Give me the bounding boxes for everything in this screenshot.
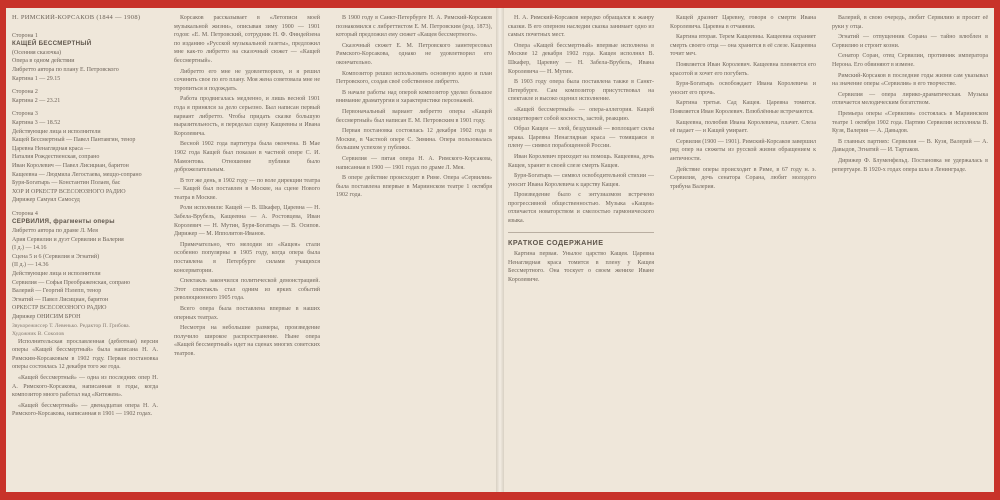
paragraph: Композитор решил использовать основную идею и план Петровского, создав своё собственное либретто. — [336, 70, 492, 86]
paragraph: Кащеевна, полюбив Ивана Королевича, плачет. Слеза её падает — и Кащей умирает. — [670, 119, 816, 135]
listing-line: Сторона 1 — [12, 32, 38, 39]
listing-line: ОРКЕСТР ВСЕСОЮЗНОГО РАДИО — [12, 305, 107, 312]
left-column-2 — [174, 14, 320, 486]
paragraph: Картина вторая. Терем Кащеевны. Кащеевна охраняет смерть своего отца — она хранится в её слезе. Кащеевна точит меч. — [670, 34, 816, 58]
composer-header: Н. РИМСКИЙ-КОРСАКОВ (1844 — 1908) — [12, 14, 141, 21]
essay-text — [174, 14, 320, 359]
listing-line: (Осенняя сказочка) — [12, 49, 62, 56]
work-title: СЕРВИЛИЯ, фрагменты оперы — [12, 218, 115, 226]
listing-line: Царевна Ненаглядная краса — — [12, 145, 91, 152]
paragraph: Премьера оперы «Сервилия» состоялась в Мариинском театре 1 октября 1902 года. Партию Сервилии исполняла В. Кузя, Валерия — А. Давыдов. — [832, 110, 988, 135]
divider — [508, 232, 654, 233]
listing-line: Буря-Богатырь — Константин Полаев, бас — [12, 180, 121, 187]
paragraph: Н. А. Римский-Корсаков нередко обращался к жанру сказки. В его оперном наследии сказка занимает одно из самых почетных мест. — [508, 15, 654, 39]
paragraph: В 1900 году в Санкт-Петербурге Н. А. Римский-Корсаков познакомился с либреттистом Е. М. Петровским (род. 1873), который предложил ему сюжет «Кащея бессмертного». — [336, 15, 492, 39]
listing-line: Валерий — Георгий Нэлепп, тенор — [12, 288, 102, 295]
red-border-left — [0, 0, 6, 500]
paragraph: Первоначальный вариант либретто оперы «Кащей бессмертный» был написан Е. М. Петровским в 1901 году. — [336, 108, 492, 124]
essay-text — [508, 14, 654, 226]
listing-line: Наталия Рождественская, сопрано — [12, 154, 100, 161]
paragraph: Эгнатий — отпущенник Сорана — тайно влюблен в Сервилию и строит козни. — [832, 34, 988, 49]
paragraph: В начале работы над оперой композитор уделял большое внимание драматургии и характеристике персонажей. — [336, 89, 492, 105]
paragraph: Сказочный сюжет Е. М. Петровского заинтересовал Римского-Корсакова, однако не удовлетворил его окончательно. — [336, 42, 492, 66]
paragraph: Роли исполнили: Кащей — В. Шкафер, Царевна — Н. Забела-Врубель, Кащеевна — А. Ростовцева, Иван Королевич — Н. Мутин, Буря-Богатырь — В. Осипов. Дирижер — М. Ипполитов-Иванов. — [174, 205, 320, 238]
paragraph: Действие оперы происходит в Риме, в 67 году н. э. Сервилия, дочь сенатора Сорана, любит молодого трибуна Валерия. — [670, 166, 816, 190]
listing-line: Действующие лица и исполнители — [12, 271, 101, 278]
listing-line: Звукорежиссер Т. Левенько. Редактор П. Грибова. — [12, 322, 131, 329]
paragraph: Исполнительская прославленная (дебютная) версия оперы «Кащей бессмертный» была написана Н. А. Римским-Корсаковым в 1902 году. Первая постановка оперы состоялась 12 декабря того же года. — [12, 338, 158, 371]
synopsis-text: Картина первая. Унылое царство Кащея. Царевна Ненаглядная краса томится в плену у Кащея Бессмертного. Она тоскует о своем женихе Иване Королевиче. — [508, 251, 654, 284]
paragraph: Образ Кащея — злой, бездушный — воплощает силы мрака. Царевна Ненаглядная краса — томящаяся в плену — символ порабощенной России. — [508, 126, 654, 150]
left-column-3 — [336, 14, 492, 486]
work-title: КАЩЕЙ БЕССМЕРТНЫЙ — [12, 40, 92, 48]
paragraph: «Кащей бессмертный» — двенадцатая опера Н. А. Римского-Корсакова, написанная в 1901 — 1902 годах. — [12, 402, 158, 418]
synopsis-heading: КРАТКОЕ СОДЕРЖАНИЕ — [508, 237, 604, 247]
paragraph: Буря-Богатырь освобождает Ивана Королевича и уносит его прочь. — [670, 81, 816, 96]
listing-line: Сторона 2 — [12, 89, 38, 96]
paragraph: В тот же день, в 1902 году — по воле дирекции театра — Кащей был поставлен в Москве, на сцене Нового театра в Москве. — [174, 177, 320, 201]
paragraph: Сервилия — опера лирико-драматическая. Музыка отличается мелодическим богатством. — [832, 91, 988, 107]
listing-line: Картина 3 — 18.52 — [12, 119, 61, 126]
left-page — [12, 14, 492, 486]
paragraph: Картина третья. Сад Кащея. Царевна томится. Появляется Иван Королевич. Влюблённые встречаются. — [670, 100, 816, 115]
paragraph: Либретто его мне не удовлетворило, и я решил сочинить свое по его плану. Моя жена советовала мне не торопиться и подождать. — [174, 68, 320, 92]
paragraph: Первая постановка состоялась 12 декабря 1902 года в Москве, в Частной опере С. Зимина. Опера пользовалась большим успехом у публики. — [336, 128, 492, 152]
red-border-bottom — [0, 492, 1000, 500]
listing-line: Картина 2 — 23.21 — [12, 97, 61, 104]
paragraph: «Кащей бессмертный» — одна из последних опер Н. А. Римского-Корсакова, написанная в годы, когда композитор много работал над «Китежем». — [12, 374, 158, 399]
paragraph: Опера «Кащей бессмертный» впервые исполнена в Москве 12 декабря 1902 года. Кащея исполнял В. Шкафер, Царевну — Н. Забела-Врубель, Ивана Королевича — Н. Мутин. — [508, 42, 654, 75]
essay-text — [336, 14, 492, 200]
listing-line: Дирижер ОНИСИМ БРОН — [12, 314, 81, 320]
paragraph: Примечательно, что мелодии из «Кащея» стали особенно популярны в 1905 году, когда опера была поставлена в Петербурге силами учащихся консерватории. — [174, 241, 320, 274]
paragraph: Сервилия (1900 — 1901). Римский-Корсаков завершил ряд опер на сюжеты из русской жизни обращением к античности. — [670, 138, 816, 162]
synopsis-text — [832, 14, 988, 174]
right-column-3 — [832, 14, 988, 486]
paragraph: Произведение было с энтузиазмом встречено прогрессивной общественностью. Музыка «Кащея» отличается новаторством и смелостью гармонического языка. — [508, 192, 654, 225]
red-border-right — [994, 0, 1000, 500]
listing-line: Сторона 4 — [12, 210, 38, 217]
paragraph: В главных партиях: Сервилия — В. Кузя, Валерий — А. Давыдов, Эгнатий — И. Тартаков. — [832, 138, 988, 154]
listing-line: Действующие лица и исполнители — [12, 128, 101, 135]
paragraph: Всего опера была поставлена впервые в наших оперных театрах. — [174, 306, 320, 321]
listing-line: ХОР И ОРКЕСТР ВСЕСОЮЗНОГО РАДИО — [12, 188, 126, 195]
listing-line: (II д.) — 14.36 — [12, 262, 49, 269]
red-border-top — [0, 0, 1000, 8]
right-page — [508, 14, 988, 486]
paragraph: Появляется Иван Королевич. Кащеевна пленяется его красотой и хочет его погубить. — [670, 61, 816, 77]
paragraph: В 1903 году опера была поставлена также в Санкт-Петербурге. Сам композитор присутствовал на спектакле и высоко оценил исполнение. — [508, 79, 654, 103]
listing-line: Сцена 5 и 6 (Сервилия и Эгнатий) — [12, 253, 100, 260]
listing-line: Картина 1 — 29.15 — [12, 75, 61, 82]
paragraph: Кащей дразнит Царевну, говоря о смерти Ивана Королевича. Царевна в отчаянии. — [670, 15, 816, 30]
paragraph: Дирижер Ф. Блуменфельд. Постановка не удержалась в репертуаре. В 1920-х годах опера шла в Ленинграде. — [832, 157, 988, 173]
paragraph: Сервилия — пятая опера Н. А. Римского-Корсакова, написанная в 1900 — 1901 годах по драме Л. Мея. — [336, 155, 492, 171]
listing-line: (I д.) — 14.16 — [12, 245, 47, 252]
center-fold — [496, 8, 504, 492]
listing-line: Сервилия — Софья Преображенская, сопрано — [12, 279, 130, 286]
track-listing — [12, 32, 158, 419]
synopsis-text — [670, 14, 816, 191]
paragraph: В опере действие происходит в Риме. Опера «Сервилия» была поставлена впервые в Мариинском театре 1 октября 1902 года. — [336, 175, 492, 199]
paragraph: Буря-Богатырь — символ освободительной стихии — уносит Ивана Королевича к царству Кащея. — [508, 173, 654, 188]
paragraph: Римский-Корсаков в последние годы жизни сам указывал на значение оперы «Сервилия» в его творчестве. — [832, 72, 988, 88]
paragraph: Валерий, в свою очередь, любит Сервилию и просит её руки у отца. — [832, 15, 988, 30]
right-column-1 — [508, 14, 654, 486]
listing-line: Сторона 3 — [12, 111, 38, 118]
listing-line: Либретто автора по плану Е. Петровского — [12, 66, 119, 73]
listing-line: Иван Королевич — Павел Лисициан, баритон — [12, 162, 129, 169]
listing-line: Ария Сервилии и дуэт Сервилии и Валерия — [12, 236, 124, 243]
paragraph: Спектакль закончился политической демонстрацией. Этот спектакль стал одним из ярких событий революционного 1905 года. — [174, 278, 320, 302]
listing-line: Кащеевна — Людмила Легостаева, меццо-сопрано — [12, 171, 142, 178]
paragraph: Сенатор Соран, отец Сервилии, противник императора Нерона. Его обвиняют в измене. — [832, 53, 988, 68]
listing-line: Эгнатий — Павел Лисициан, баритон — [12, 296, 109, 303]
paragraph: Несмотря на небольшие размеры, произведение получило широкое распространение. Ныне опера «Кащей бессмертный» идет на сценах многих советских театров. — [174, 325, 320, 357]
paragraph: Работа продвигалась медленно, и лишь весной 1901 года я принялся за дело серьезно. Был написан первый вариант либретто. Чтобы придать сказке большую выразительность, я переделал сцену Кащеевны и Ивана Королевича. — [174, 96, 320, 137]
listing-line: Кащей Бессмертный — Павел Пантавгин, тенор — [12, 137, 136, 144]
paragraph: Корсаков рассказывает в «Летописи моей музыкальной жизни», описывая зиму 1900 — 1901 годов: «Е. М. Петровский, сотрудник Н. Ф. Финдейзена по изданию «Русской музыкальной газеты», предложил мне как-то либретто на сказочный сюжет — «Кащей бессмертный». — [174, 15, 320, 64]
listing-line: Дирижер Самуил Самосуд — [12, 197, 80, 204]
listing-line: Художник В. Соколов — [12, 330, 64, 337]
listing-line: Опера в одном действии — [12, 58, 75, 65]
right-column-2 — [670, 14, 816, 486]
left-column-1 — [12, 14, 158, 486]
paragraph: Весной 1902 года партитура была окончена. В Мае 1902 года Кащей был показан в частной опере С. И. Мамонтова. Отношение публики было доброжелательным. — [174, 141, 320, 174]
paragraph: Иван Королевич приходит на помощь. Кащеевна, дочь Кащея, хранит в своей слезе смерть Кащея. — [508, 153, 654, 169]
paragraph: «Кащей бессмертный» — опера-аллегория. Кащей олицетворяет собой косность, застой, реакцию. — [508, 106, 654, 122]
listing-line: Либретто автора по драме Л. Мея — [12, 228, 98, 235]
